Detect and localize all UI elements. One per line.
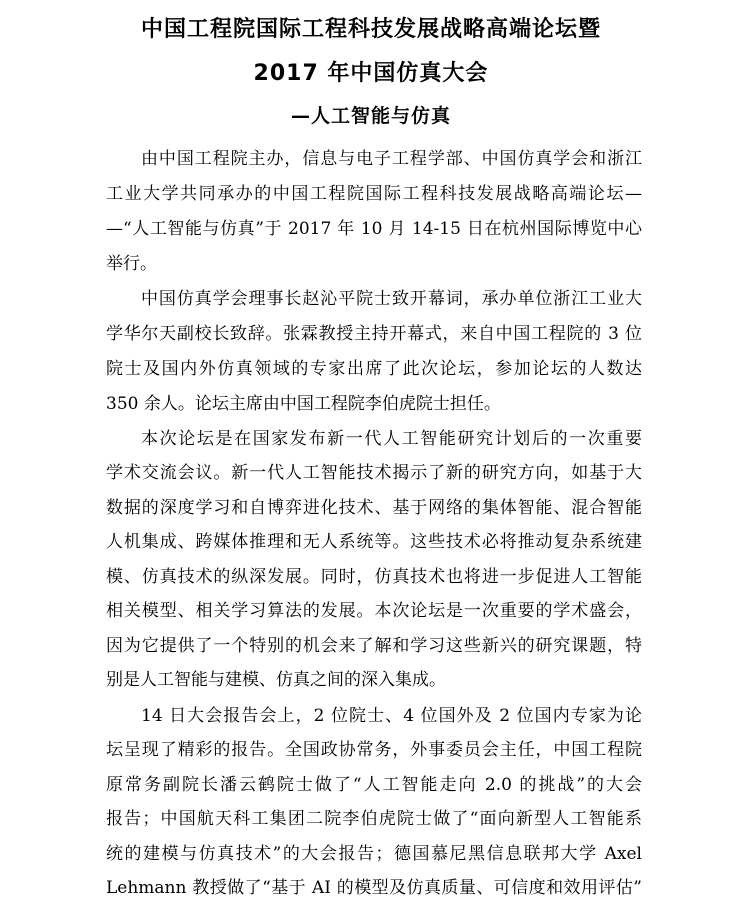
paragraph-line: 报告；中国航天科工集团二院李伯虎院士做了“面向新型人工智能系 (106, 809, 642, 829)
paragraph-line: —“人工智能与仿真”于 2017 年 10 月 14-15 日在杭州国际博览中心 (106, 219, 642, 239)
document-title-line-1: 中国工程院国际工程科技发展战略高端论坛暨 (140, 17, 601, 42)
paragraph-line: 中国仿真学会理事长赵沁平院士致开幕词，承办单位浙江工业大 (141, 289, 642, 309)
paragraph-line: 原常务副院长潘云鹤院士做了“人工智能走向 2.0 的挑战”的大会 (106, 775, 642, 795)
paragraph-line: 别是人工智能与建模、仿真之间的深入集成。 (106, 670, 446, 690)
paragraph-line: 人机集成、跨媒体推理和无人系统等。这些技术必将推动复杂系统建 (106, 532, 642, 552)
paragraph-line: 因为它提供了一个特别的机会来了解和学习这些新兴的研究课题，特 (106, 636, 642, 656)
paragraph-line: 350 余人。论坛主席由中国工程院李伯虎院士担任。 (106, 394, 501, 414)
paragraph-line: 由中国工程院主办，信息与电子工程学部、中国仿真学会和浙江 (141, 149, 642, 169)
paragraph-line: 本次论坛是在国家发布新一代人工智能研究计划后的一次重要 (141, 429, 642, 449)
paragraph-line: 学术交流会议。新一代人工智能技术揭示了新的研究方向，如基于大 (106, 463, 642, 483)
paragraph-line: 院士及国内外仿真领域的专家出席了此次论坛，参加论坛的人数达 (106, 359, 642, 379)
paragraph-line: 数据的深度学习和自博弈进化技术、基于网络的集体智能、混合智能 (106, 498, 642, 518)
paragraph-line: 工业大学共同承办的中国工程院国际工程科技发展战略高端论坛— (106, 184, 642, 204)
paragraph-line: 举行。 (106, 254, 157, 274)
document-title-line-2: 2017 年中国仿真大会 (253, 61, 489, 86)
paragraph-line: 14 日大会报告会上，2 位院士、4 位国外及 2 位国内专家为论 (141, 706, 642, 726)
paragraph-line: 学华尔天副校长致辞。张霖教授主持开幕式，来自中国工程院的 3 位 (106, 324, 642, 344)
paragraph-line: 统的建模与仿真技术”的大会报告；德国慕尼黑信息联邦大学 Axel (106, 844, 642, 864)
document-subtitle: —人工智能与仿真 (290, 105, 451, 127)
paragraph-line: 坛呈现了精彩的报告。全国政协常务，外事委员会主任，中国工程院 (106, 740, 642, 760)
paragraph-line: 模、仿真技术的纵深发展。同时，仿真技术也将进一步促进人工智能 (106, 567, 642, 587)
paragraph-line: Lehmann 教授做了“基于 AI 的模型及仿真质量、可信度和效用评估” (106, 878, 642, 898)
paragraph-line: 相关模型、相关学习算法的发展。本次论坛是一次重要的学术盛会， (106, 601, 642, 621)
